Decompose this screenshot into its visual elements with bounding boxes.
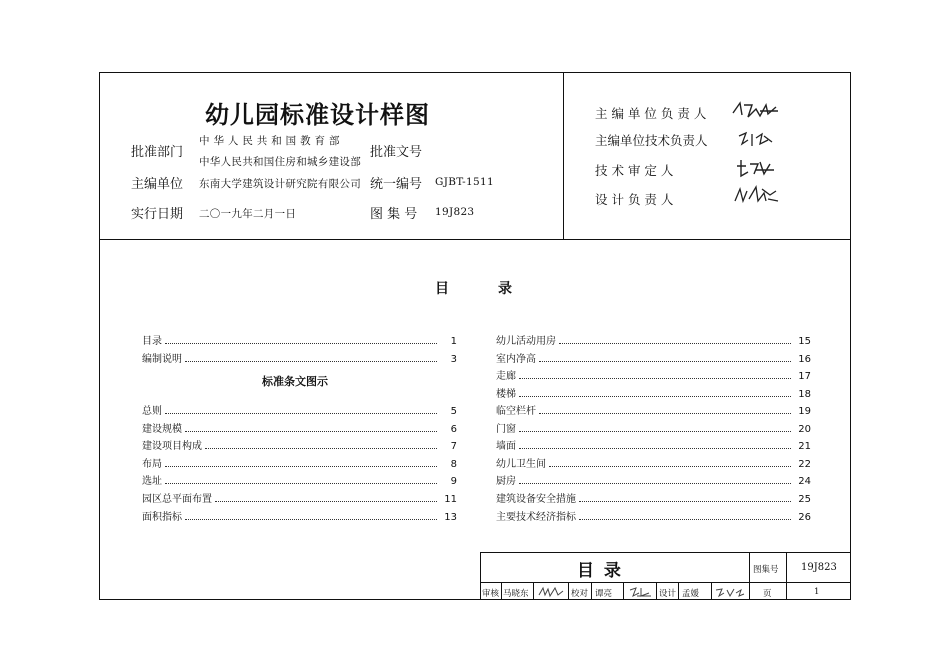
title-block-title: 目 录	[577, 561, 623, 581]
unified-no-label: 统一编号	[370, 177, 423, 192]
toc-item[interactable]: 主要技术经济指标 26	[496, 512, 811, 523]
toc-item[interactable]: 墙面 21	[496, 441, 811, 452]
toc-item[interactable]: 临空栏杆 19	[496, 406, 811, 417]
title-block-atlas-no-label: 图集号	[753, 565, 779, 575]
role-design-head: 设 计 负 责 人	[595, 192, 674, 207]
drawing-frame	[99, 72, 851, 600]
reviewer-signature	[537, 584, 565, 599]
toc-item[interactable]: 选址 9	[142, 476, 457, 487]
designer-name: 孟媛	[682, 589, 700, 599]
role-technical-head: 主编单位技术负责人	[595, 133, 708, 148]
atlas-title: 幼儿园标准设计样图	[205, 101, 430, 129]
signature-3	[734, 156, 778, 180]
editor-unit-value: 东南大学建筑设计研究院有限公司	[199, 178, 361, 190]
toc-title: 目 录	[435, 281, 513, 297]
toc-item[interactable]: 建筑设备安全措施 25	[496, 494, 811, 505]
reviewer-name: 马晓东	[503, 589, 529, 599]
approval-dept-line2: 中华人民共和国住房和城乡建设部	[199, 156, 361, 168]
approval-dept-line1: 中 华 人 民 共 和 国 教 育 部	[199, 135, 340, 147]
checker-name: 谭亮	[595, 589, 613, 599]
atlas-no-label: 图 集 号	[370, 207, 418, 222]
header-vertical-divider	[563, 73, 564, 239]
role-technical-reviewer: 技 术 审 定 人	[595, 163, 674, 178]
toc-item[interactable]: 编制说明 3	[142, 354, 457, 365]
checker-signature	[627, 584, 653, 599]
atlas-no-value: 19J823	[435, 206, 475, 218]
role-chief-editor-unit-head: 主 编 单 位 负 责 人	[595, 106, 707, 121]
toc-item[interactable]: 目录 1	[142, 336, 457, 347]
editor-unit-label: 主编单位	[131, 177, 184, 192]
signature-2	[736, 128, 776, 150]
toc-item[interactable]: 面积指标 13	[142, 512, 457, 523]
unified-no-value: GJBT-1511	[435, 176, 494, 188]
toc-item[interactable]: 门窗 20	[496, 424, 811, 435]
toc-item[interactable]: 厨房 24	[496, 476, 811, 487]
toc-item[interactable]: 幼儿卫生间 22	[496, 459, 811, 470]
design-label: 设计	[659, 589, 677, 599]
effective-date-value: 二〇一九年二月一日	[199, 208, 297, 220]
effective-date-label: 实行日期	[131, 207, 184, 222]
toc-item[interactable]: 建设项目构成 7	[142, 441, 457, 452]
check-label: 校对	[571, 589, 589, 599]
title-block	[480, 552, 851, 600]
toc-item[interactable]: 走廊 17	[496, 371, 811, 382]
signature-4	[732, 183, 780, 207]
approval-doc-label: 批准文号	[370, 145, 423, 160]
toc-item[interactable]: 布局 8	[142, 459, 457, 470]
toc-section-heading: 标准条文图示	[262, 375, 328, 388]
review-label: 审核	[482, 589, 500, 599]
toc-item[interactable]: 室内净高 16	[496, 354, 811, 365]
page-value: 1	[814, 587, 820, 597]
toc-item[interactable]: 总则 5	[142, 406, 457, 417]
toc-item[interactable]: 幼儿活动用房 15	[496, 336, 811, 347]
page-label: 页	[763, 589, 772, 599]
designer-signature	[714, 584, 746, 599]
title-block-atlas-no-value: 19J823	[801, 562, 837, 573]
toc-item[interactable]: 楼梯 18	[496, 389, 811, 400]
toc-item[interactable]: 园区总平面布置 11	[142, 494, 457, 505]
header-divider	[100, 239, 850, 240]
signature-1	[730, 99, 782, 121]
toc-item[interactable]: 建设规模 6	[142, 424, 457, 435]
approval-dept-label: 批准部门	[131, 145, 184, 160]
